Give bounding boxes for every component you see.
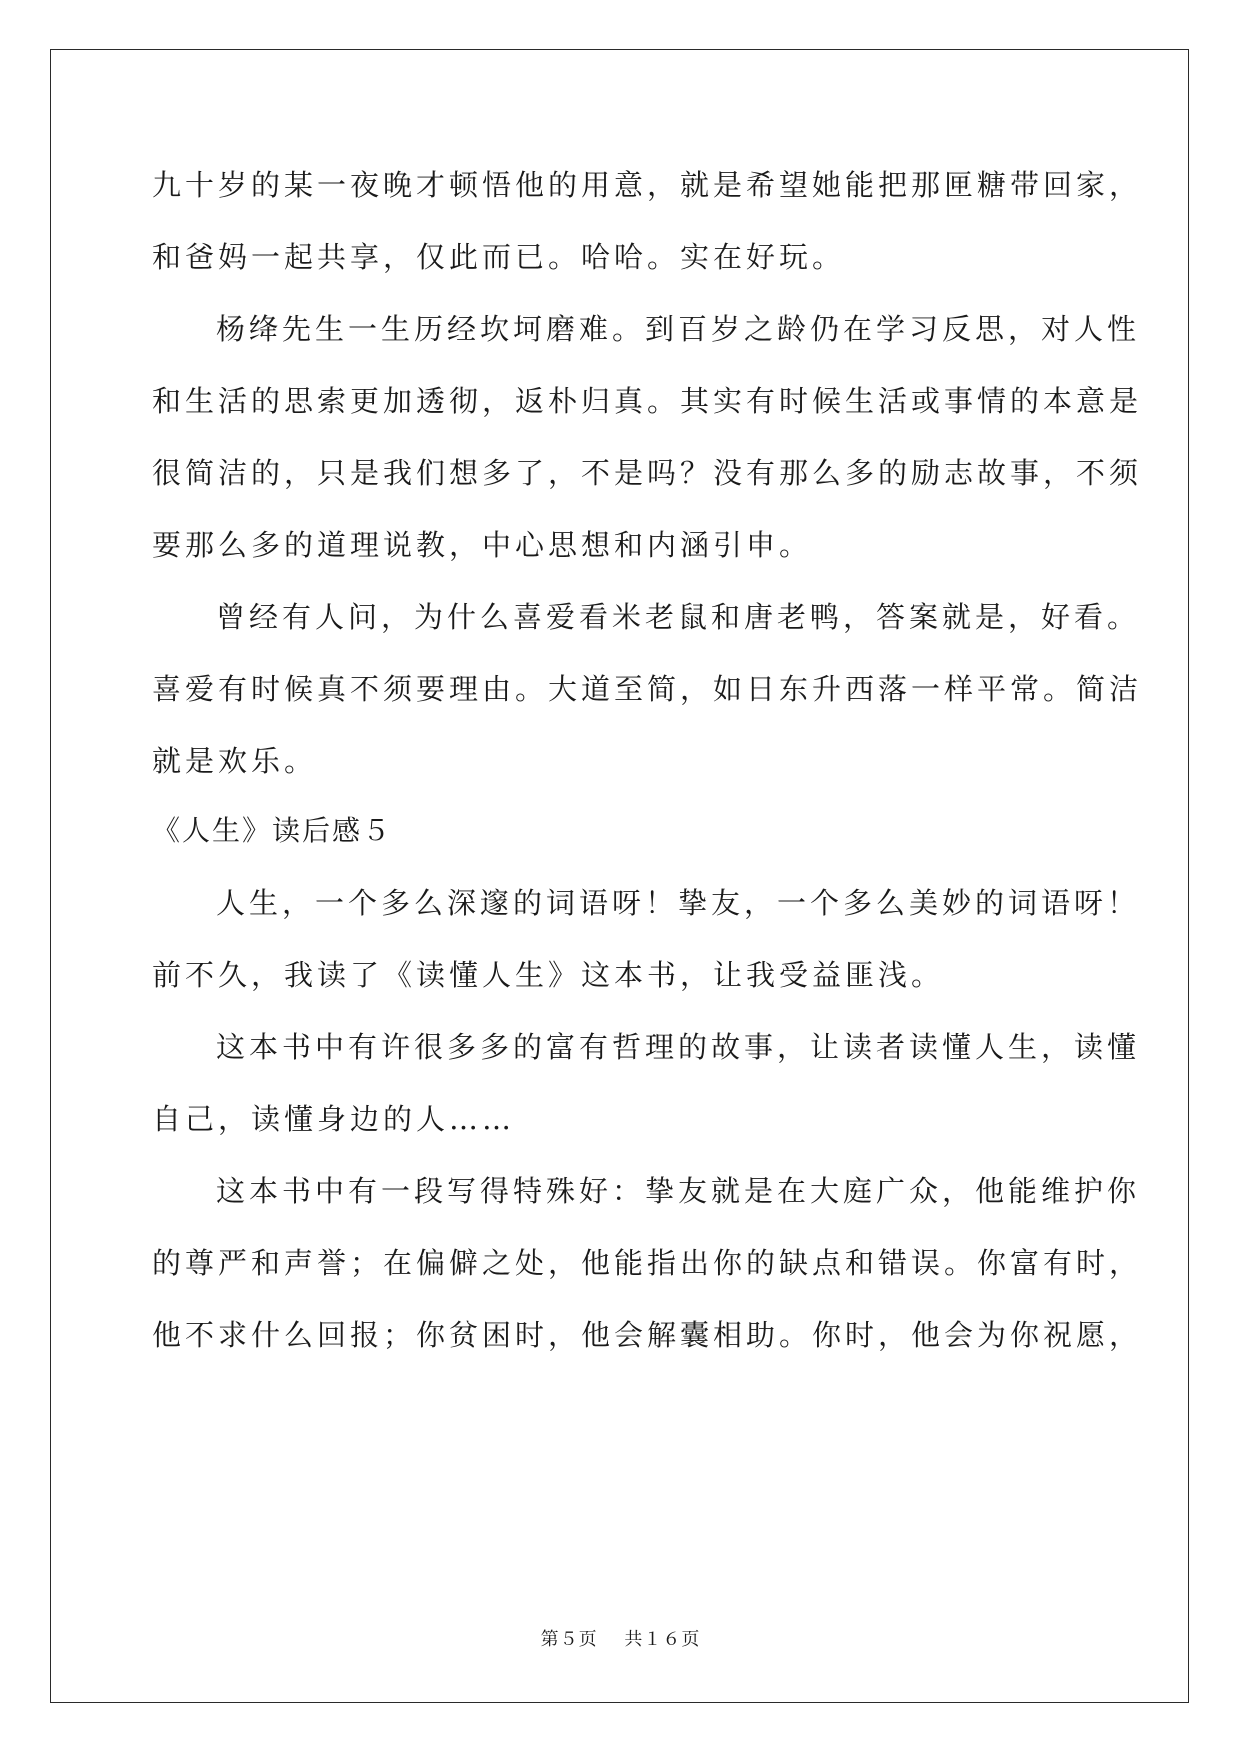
page-footer [0,1625,1241,1651]
paragraph-line: 这本书中有许很多多的富有哲理的故事，让读者读懂人生，读懂 [216,1030,1141,1064]
paragraph-line: 要那么多的道理说教，中心思想和内涵引申。 [152,528,813,562]
paragraph-line: 就是欢乐。 [152,744,318,778]
section-heading: 《人生》读后感５ [152,814,393,847]
paragraph-line: 杨绛先生一生历经坎坷磨难。到百岁之龄仍在学习反思，对人性 [216,312,1141,346]
paragraph-line: 人生，一个多么深邃的词语呀！挚友，一个多么美妙的词语呀！ [216,886,1141,920]
paragraph-line: 喜爱有时候真不须要理由。大道至简，如日东升西落一样平常。简洁 [152,672,1143,706]
paragraph-line: 这本书中有一段写得特殊好：挚友就是在大庭广众，他能维护你 [216,1174,1141,1208]
page-total: 共１６页 [624,1629,701,1650]
page-border [50,49,1189,1703]
paragraph-line: 前不久，我读了《读懂人生》这本书，让我受益匪浅。 [152,958,945,992]
paragraph-line: 的尊严和声誉；在偏僻之处，他能指出你的缺点和错误。你富有时， [152,1246,1143,1280]
paragraph-line: 曾经有人问，为什么喜爱看米老鼠和唐老鸭，答案就是，好看。 [216,600,1141,634]
paragraph-line: 很简洁的，只是我们想多了，不是吗？没有那么多的励志故事，不须 [152,456,1143,490]
paragraph-line: 和爸妈一起共享，仅此而已。哈哈。实在好玩。 [152,240,846,274]
page-number: 第５页 [540,1629,598,1650]
paragraph-line: 自己，读懂身边的人…… [152,1102,516,1136]
paragraph-line: 九十岁的某一夜晚才顿悟他的用意，就是希望她能把那匣糖带回家， [152,168,1143,202]
paragraph-line: 他不求什么回报；你贫困时，他会解囊相助。你时，他会为你祝愿， [152,1318,1143,1352]
paragraph-line: 和生活的思索更加透彻，返朴归真。其实有时候生活或事情的本意是 [152,384,1143,418]
